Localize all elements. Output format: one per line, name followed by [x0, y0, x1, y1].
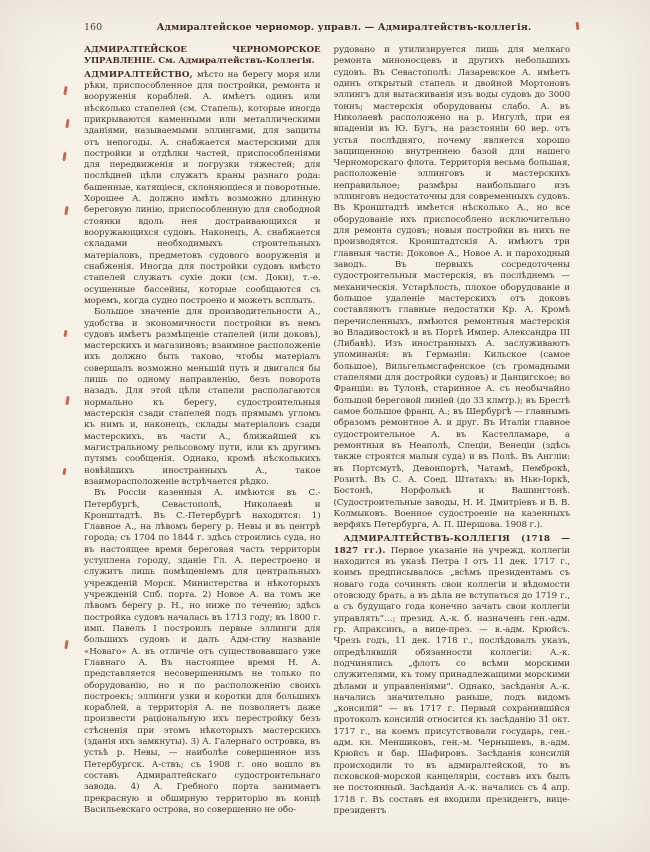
red-pencil-mark: [65, 396, 69, 405]
red-pencil-mark: [64, 640, 68, 649]
entry-admiralteystv-kollegia-paragraph-1: [334, 534, 571, 817]
running-head: [84, 22, 570, 33]
right-column: [334, 45, 571, 817]
red-pencil-mark: [65, 119, 69, 128]
text-columns: [84, 45, 570, 817]
red-pencil-mark: [62, 152, 66, 161]
cross-reference-entry: [84, 45, 321, 68]
red-pencil-mark: [576, 22, 579, 30]
entry-title-admiralteyskoe-chernomorskoe: АДМИРАЛТЕЙСКОЕ ЧЕРНОМОРСКОЕ УПРАВЛЕНІЕ.: [84, 45, 321, 67]
paragraph-text: мѣсто на берегу моря или рѣки, приспособленное для постройки, ремонта и вооруженія кораблей. А. имѣетъ одинъ или нѣсколько стапелей (см. Стапель), которые иногда прикрываются каменными или металлическими зданіями, называемыми эллингами, для защиты отъ непогоды. А. снабжается мастерскими для постройки и отдѣлки частей, приспособленіями для передвиженія и погрузки тяжестей; для послѣдней цѣли служатъ краны разнаго рода: башенные, катящіеся, склоняющіеся и поворотные. Хорошее А. должно имѣть возможно длинную береговую линію, приспособленную для свободной стоянки вдоль нея достраивающихся и вооружающихся судовъ. Наконецъ, А. снабжается складами необходимыхъ строительныхъ матеріаловъ, предметовъ судового вооруженія и снабженія. Иногда для постройки судовъ вмѣсто стапелей служатъ сухіе доки (см. Доки), т.-е. осушенные бассейны, которые сообщаются съ моремъ, когда судно построено и можетъ всплыть.: [84, 69, 321, 306]
page-number: 160: [84, 22, 103, 33]
red-pencil-mark: [62, 468, 66, 475]
entry-admiralteystvo-paragraph-1: [84, 70, 321, 308]
running-title: Адмиралтейское черномор. управл. — Адмиралтействъ-коллегія.: [156, 22, 532, 33]
entry-title-admiralteystvo: АДМИРАЛТЕЙСТВО,: [84, 69, 193, 80]
left-column: [84, 45, 321, 817]
entry-admiralteystvo-paragraph-3-continued: рудовано и утилизируется лишь для мелкаго ремонта миноносцевъ и другихъ небольшихъ судовъ. Въ Севастополѣ: Лазаревское А. имѣетъ одинъ открытый стапель и двойной Мортоновъ эллингъ для вытаскиванія изъ воды судовъ до 3000 тоннъ; мастерскія оборудованы слабо. А. въ Николаевѣ расположено на р. Ингулѣ, при ея впаденіи въ Ю. Бугъ, на разстояніи 60 вер. отъ устья послѣдняго, почему является хорошо защищенною внутреннею базой для нашего Черноморскаго флота. Территорія весьма большая, расположеніе эллинговъ и мастерскихъ неправильное; размѣры наибольшаго изъ эллинговъ недостаточны для современныхъ судовъ. Въ Кронштадтѣ имѣется нѣсколько А., но все оборудованіе ихъ приспособлено исключительно для ремонта судовъ; новыя постройки въ нихъ не производятся. Кронштадтскія А. имѣютъ три главныя части: Доковое А., Новое А. и пароходный заводъ. Въ первыхъ сосредоточены судостроительныя мастерскія, въ послѣднемъ — механическія. Устарѣлость, плохое оборудованіе и большое удаленіе мастерскихъ отъ доковъ составляютъ главные недостатки Кр. А. Кромѣ перечисленныхъ, имѣются ремонтныя мастерскія во Владивостокѣ и въ Портѣ Импер. Александра III (Либавѣ). Изъ иностранныхъ А. заслуживаютъ упоминанія: въ Германіи: Кильское (самое большое), Вильгельмсгафенское (съ громадными стапелями для достройки судовъ) и Данцигское; во Франціи: въ Тулонѣ, старинное А. съ необычайно большой береговой линіей (до 33 клмтр.); въ Брестѣ самое большое франц. А.; въ Шербургѣ — главнымъ образомъ ремонтное А. и друг. Въ Италіи главное судостроительное А. въ Кастелламаре, а ремонтныя въ Неаполѣ, Спеціи, Венеціи (здѣсь также строятся малыя суда) и въ Полѣ. Въ Англіи: въ Портсмутѣ, Девонпортѣ, Чатамѣ, Пемброкѣ, Розитѣ. Въ С. А. Соед. Штатахъ: въ Нью-Іоркѣ, Бостонѣ, Норфолькѣ и Вашингтонѣ. (Судостроительные заводы, Н. И. Дмитріевъ и В. В. Колмыковъ. Военное судостроеніе на казенныхъ верфяхъ Петербурга, А. П. Шершова. 1908 г.).: [333, 45, 570, 531]
red-pencil-mark: [64, 206, 68, 215]
entry-admiralteystvo-paragraph-3: Въ Россіи казенныя А. имѣются въ С.-Петербургѣ, Севастополѣ, Николаевѣ и Кронштадтѣ. Въ С.-Петербургѣ находятся: 1) Главное А., на лѣвомъ берегу р. Невы и въ центрѣ города; съ 1704 по 1844 г. здѣсь строились суда, но въ настоящее время береговая часть территоріи уступлена городу, зданіе Гл. А. перестроено и служитъ лишь помѣщеніемъ для центральныхъ учрежденій Морск. Министерства и нѣкоторыхъ учрежденій Спб. порта. 2) Новое А. на томъ же лѣвомъ берегу р. Н., но ниже по теченію; здѣсь постройка судовъ началась въ 1713 году; въ 1800 г. имп. Павелъ I построилъ первые эллинги для большихъ судовъ и далъ Адм-ству названіе «Новаго» А. въ отличіе отъ существовавшаго уже Главнаго А. Въ настоящее время Н. А. представляется несовершеннымъ не только по оборудованію, но и по расположенію своихъ построекъ; эллинги узки и коротки для большихъ кораблей, а территорія А. не позволяетъ даже произвести раціональную ихъ перестройку безъ стѣсненія при этомъ нѣкоторыхъ мастерскихъ (зданія ихъ замкнуты). 3) А. Галернаго островка, въ устьѣ р. Невы, — наиболѣе совершенное изъ Петербургск. А-ствъ; съ 1908 г. оно вошло въ составъ Адмиралтейскаго судостроительнаго завода. 4) А. Гребного порта занимаетъ прекрасную и обширную территорію въ концѣ Васильевскаго острова, но совершенно не обо-: [84, 488, 321, 815]
cross-reference-text: См. Адмиралтействъ-Коллегія.: [158, 56, 315, 67]
entry-title-admiralteystv-kollegia: АДМИРАЛТЕЙСТВЪ-КОЛЛЕГІЯ (1718 — 1827 гг.).: [333, 534, 570, 556]
red-pencil-mark: [63, 86, 67, 95]
paragraph-text: Первое указаніе на учрежд. коллегіи находится въ указѣ Петра I отъ 11 дек. 1717 г., коимъ предписывалось „всѣмъ президентамъ съ новаго года сочинять свои коллегіи и вѣдомости отовсюду брать, а въ дѣла не вступаться до 1719 г., а съ будущаго года конечно зачать свои коллегіи управлять“…; презид. А.-к. б. назначенъ ген.-адм. гр. Апраксинъ, а вице-през. — в.-адм. Крюйсъ. Чрезъ годъ, 11 дек. 1718 г., послѣдовалъ указъ, опредѣлявшій обязанности коллегіи: А.-к. подчинялись „флотъ со всѣми морскими служителями, къ тому принадлежащими морскими дѣлами и управленіями“. Однако, засѣданія А.-к. начались значительно раньше, подъ видомъ „консилій“ — въ 1717 г. Первый сохранившійся протоколъ консилій относится къ засѣданію 31 окт. 1717 г., на коемъ присутствовали государь, ген.-адм. кн. Меншиковъ, ген.-м. Чернышевъ, в.-адм. Крюйсъ и бар. Шафировъ. Засѣданія консилій происходили то въ адмиралтейской, то въ псковской-морской канцеляріи, составъ ихъ былъ не постоянный. Засѣданія А.-к. начались съ 4 апр. 1718 г. Въ составъ ея входили президентъ, вице-президентъ: [333, 545, 570, 816]
red-pencil-mark: [63, 330, 67, 337]
entry-admiralteystvo-paragraph-2: Большое значеніе для производительности А., удобства и экономичности постройки въ немъ судовъ имѣетъ размѣщеніе стапелей (или доковъ), мастерскихъ и магазиновъ; взаимное расположеніе ихъ должно быть таково, чтобы матеріалъ совершалъ возможно меньшій путь и двигался бы лишь по одному направленію, безъ поворота назадъ. Для этой цѣли стапели располагаются нормально къ берегу, судостроительныя мастерскія сзади стапелей подъ прямымъ угломъ къ нимъ и, наконецъ, склады матеріаловъ сзади мастерскихъ, въ части А., ближайшей къ магистральному рельсовому пути, или къ другимъ путямъ сообщенія. Однако, кромѣ нѣсколькихъ новѣйшихъ иностранныхъ А., такое взаиморасположеніе встрѣчается рѣдко.: [84, 307, 321, 487]
